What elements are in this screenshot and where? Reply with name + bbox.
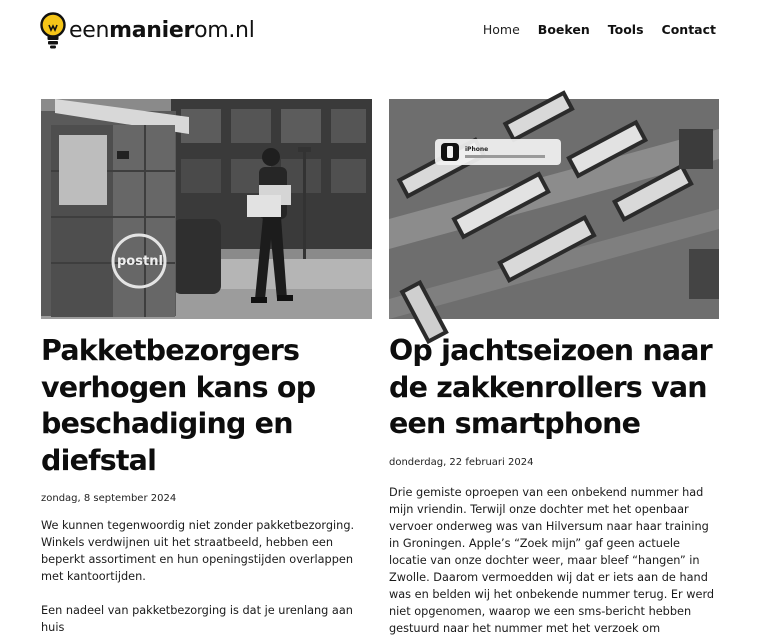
- logo-text-bold: manier: [109, 18, 195, 43]
- nav-item-tools[interactable]: Tools: [607, 22, 644, 37]
- nav-item-contact[interactable]: Contact: [661, 22, 716, 37]
- nav-item-home[interactable]: Home: [482, 22, 520, 37]
- site-header: [0, 0, 760, 64]
- excerpt-paragraph: Een nadeel van pakketbezorging is dat je urenlang aan huis: [41, 604, 353, 634]
- post-card: [41, 99, 372, 636]
- lightbulb-icon: [40, 12, 66, 50]
- map-callout-text: iPhone: [465, 146, 489, 153]
- logo-text-part: een: [69, 18, 110, 43]
- post-image-map[interactable]: [389, 99, 719, 319]
- excerpt-paragraph: Drie gemiste oproepen van een onbekend nummer had mijn vriendin. Terwijl onze dochter met het openbaar vervoer onderweg was van Hilversum naar haar training in Groningen. Apple’s “Zoek mijn” gaf geen actuele locatie van onze dochter weer, maar bleef “hangen” in Zwolle. Daarom vermoedden wij dat er iets aan de hand was en belden wij het onbekende nummer terug. Er werd niet opgenomen, waarop we een sms-bericht hebben gestuurd naar het nummer met het verzoek om: [389, 485, 715, 635]
- main-nav: [465, 22, 716, 37]
- logo-text-part: om.nl: [194, 18, 255, 43]
- post-date: donderdag, 22 februari 2024: [389, 456, 534, 468]
- post-card: [389, 99, 719, 637]
- post-excerpt: [389, 484, 719, 637]
- post-image-parcel-locker[interactable]: [41, 99, 372, 319]
- locker-brand-text: postnl: [117, 254, 163, 269]
- post-title[interactable]: Op jachtseizoen naar de zakkenrollers van een smartphone: [389, 334, 712, 440]
- site-logo[interactable]: [40, 12, 255, 50]
- nav-item-boeken[interactable]: Boeken: [537, 22, 590, 37]
- post-title[interactable]: Pakketbezorgers verhogen kans op beschadiging en diefstal: [41, 334, 316, 477]
- excerpt-paragraph: We kunnen tegenwoordig niet zonder pakketbezorging. Winkels verdwijnen uit het straatbeeld, hebben een beperkt assortiment en hun openingstijden overlappen met kantoortijden.: [41, 519, 355, 583]
- post-excerpt: [41, 517, 372, 636]
- post-date: zondag, 8 september 2024: [41, 493, 177, 504]
- logo-text: [69, 16, 255, 46]
